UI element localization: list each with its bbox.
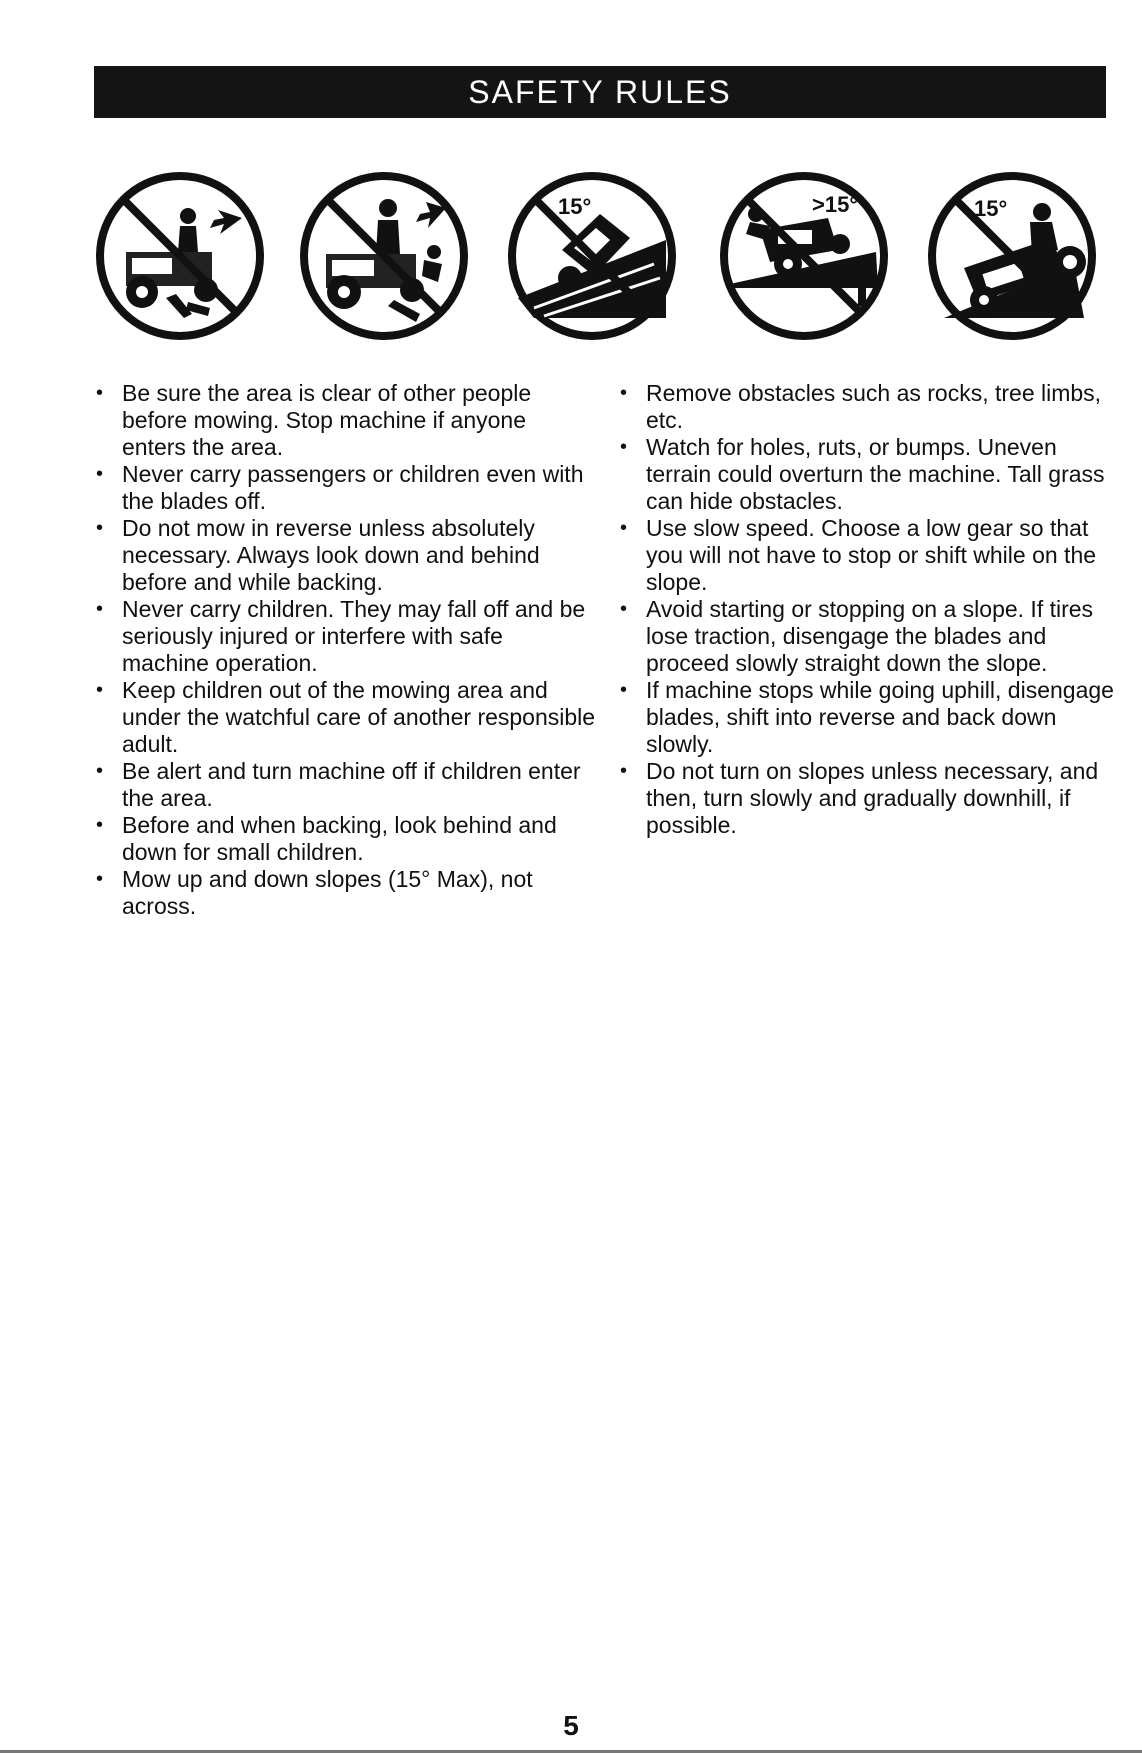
section-header — [94, 66, 1106, 118]
list-item: • Do not mow in reverse unless absolutely necessary. Always look down and behind before and while backing. — [96, 515, 596, 596]
list-item: • Before and when backing, look behind and down for small children. — [96, 812, 596, 866]
slope-angle-label: >15° — [812, 192, 859, 217]
slope-angle-label: 15° — [558, 194, 592, 219]
list-item: • Mow up and down slopes (15° Max), not across. — [96, 866, 596, 920]
list-item: • Remove obstacles such as rocks, tree limbs, etc. — [620, 380, 1115, 434]
no-steep-slope-icon — [504, 168, 680, 344]
list-item: • Watch for holes, ruts, or bumps. Uneven terrain could overturn the machine. Tall grass can hide obstacles. — [620, 434, 1115, 515]
list-item: • Avoid starting or stopping on a slope. If tires lose traction, disengage the blades and proceed slowly straight down the slope. — [620, 596, 1115, 677]
list-item: • Keep children out of the mowing area and under the watchful care of another responsible adult. — [96, 677, 596, 758]
safety-rules-right-column — [620, 380, 1115, 839]
no-passengers-icon — [92, 168, 268, 344]
no-children-riding-icon — [296, 168, 472, 344]
list-item: • Use slow speed. Choose a low gear so that you will not have to stop or shift while on the slope. — [620, 515, 1115, 596]
page-number: 5 — [563, 1710, 579, 1741]
list-item: • Be alert and turn machine off if children enter the area. — [96, 758, 596, 812]
list-item: • Be sure the area is clear of other people before mowing. Stop machine if anyone enters the area. — [96, 380, 596, 461]
warning-icons-row — [92, 168, 1108, 358]
list-item: • Never carry children. They may fall off and be seriously injured or interfere with safe machine operation. — [96, 596, 596, 677]
no-slope-over-icon — [716, 168, 892, 344]
list-item: • Do not turn on slopes unless necessary, and then, turn slowly and gradually downhill, if possible. — [620, 758, 1115, 839]
no-slope-tip-icon — [924, 168, 1100, 344]
page-title: SAFETY RULES — [468, 73, 732, 110]
list-item: • Never carry passengers or children even with the blades off. — [96, 461, 596, 515]
list-item: • If machine stops while going uphill, disengage blades, shift into reverse and back down slowly. — [620, 677, 1115, 758]
safety-rules-left-column — [96, 380, 596, 920]
slope-angle-label: 15° — [974, 196, 1008, 221]
